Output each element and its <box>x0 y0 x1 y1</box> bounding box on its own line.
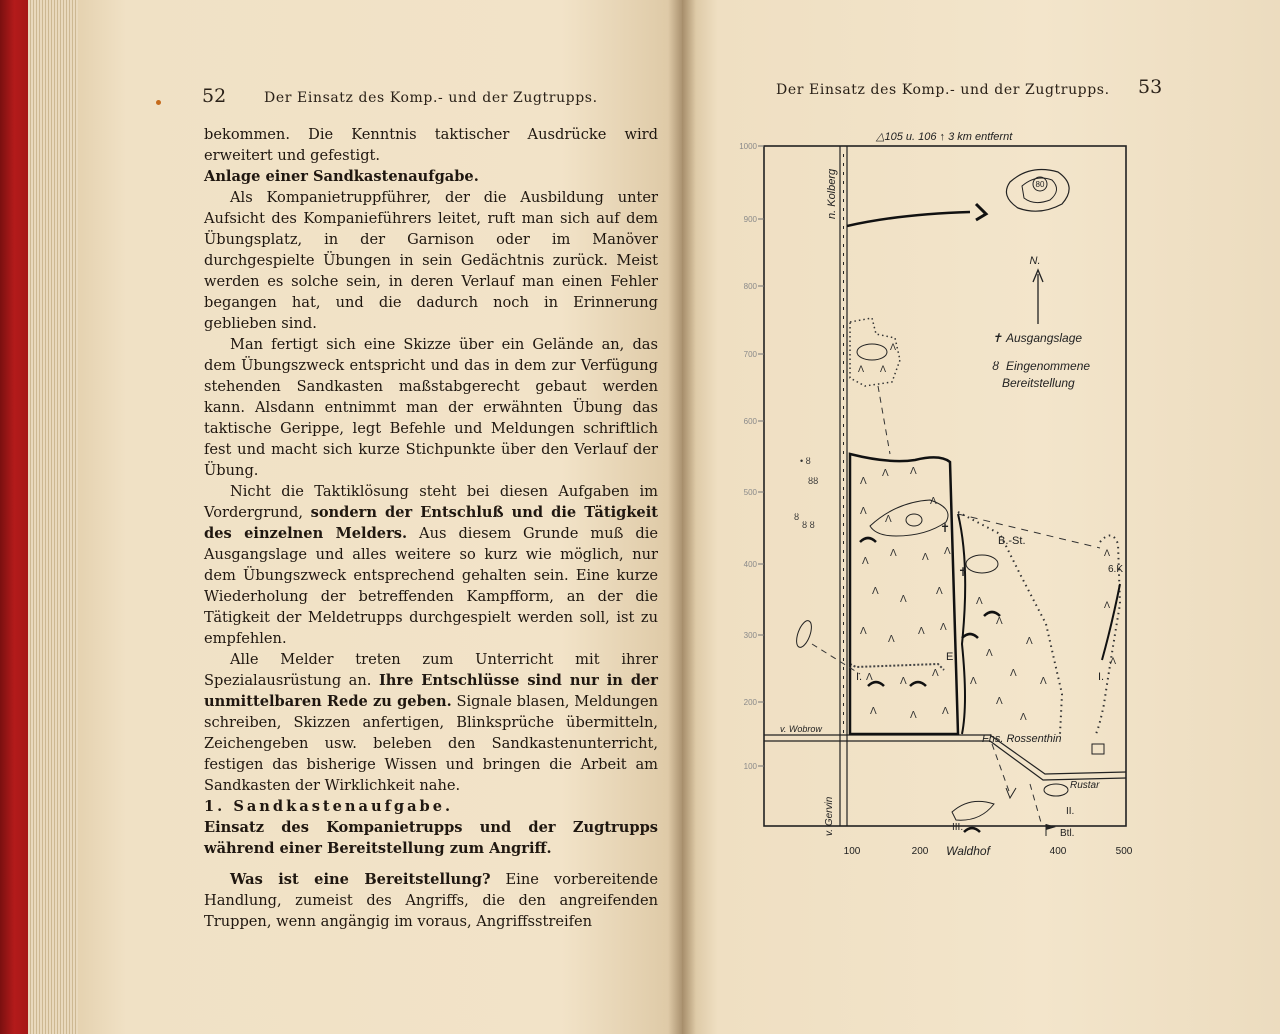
label-i-right: I. <box>1098 671 1105 683</box>
svg-text:Λ: Λ <box>860 476 867 487</box>
y-tick-label: 600 <box>743 417 757 426</box>
svg-text:Λ: Λ <box>940 622 947 633</box>
left-page-text <box>204 124 658 932</box>
sandbox-map <box>700 124 1180 864</box>
right-running-head: Der Einsatz des Komp.- und der Zugtrupps. <box>776 82 1110 98</box>
svg-text:Λ: Λ <box>1010 668 1017 679</box>
y-tick-label: 1000 <box>739 142 757 151</box>
svg-text:Λ: Λ <box>996 616 1003 627</box>
svg-text:ȣ ȣ: ȣ ȣ <box>802 520 815 530</box>
right-page-number: 53 <box>1138 76 1163 98</box>
road-label-wobrow: v. Wobrow <box>780 724 822 734</box>
north-label: N. <box>1029 255 1041 267</box>
svg-text:Λ: Λ <box>910 710 917 721</box>
question-paragraph <box>204 869 658 932</box>
question-text: Was ist eine Bereitstellung? <box>230 871 491 888</box>
y-tick-label: 500 <box>743 488 757 497</box>
svg-text:Λ: Λ <box>918 626 925 637</box>
messenger-symbols <box>794 456 818 530</box>
y-tick-label: 200 <box>743 698 757 707</box>
x-tick-label: 200 <box>911 846 929 857</box>
svg-text:Λ: Λ <box>1110 656 1117 666</box>
svg-text:Λ: Λ <box>866 672 873 683</box>
y-tick-label: 900 <box>743 215 757 224</box>
y-tick-label: 700 <box>743 350 757 359</box>
svg-text:ȣ: ȣ <box>992 359 1000 373</box>
legend-assembly-line-1: Eingenommene <box>1006 359 1091 373</box>
svg-text:Λ: Λ <box>872 586 879 597</box>
svg-text:Λ: Λ <box>922 552 929 563</box>
svg-text:Λ: Λ <box>900 676 907 687</box>
svg-text:Λ: Λ <box>885 514 892 525</box>
svg-text:✝: ✝ <box>992 331 1003 345</box>
paragraph-3-text-b: Aus diesem Grunde muß die Ausgangslage und alles weitere so kurz wie möglich, nur dem Übungszweck entsprechend gehalten sein. Eine kurze Wiederholung der betreffenden Kampfform, an der die Tätigkeit der Meldetrupps durchgespielt werden soll, ist zu empfehlen. <box>204 525 659 647</box>
label-company: 6.K <box>1108 564 1124 575</box>
svg-text:Λ: Λ <box>1104 600 1111 610</box>
label-forsthaus: Fhs. Rossenthin <box>982 733 1062 745</box>
task-subheading: Einsatz des Kompanietrupps und der Zugtrupps während einer Bereitstellung zum Angriff. <box>204 819 658 857</box>
svg-text:Λ: Λ <box>860 626 867 637</box>
paragraph-3 <box>204 481 658 649</box>
section-heading: Anlage einer Sandkastenaufgabe. <box>204 168 479 185</box>
road-label-kolberg: n. Kolberg <box>826 168 838 219</box>
svg-text:Λ: Λ <box>930 496 937 507</box>
svg-text:ȣ: ȣ <box>794 512 800 522</box>
svg-text:✝: ✝ <box>940 521 951 535</box>
svg-text:Λ: Λ <box>860 506 867 517</box>
label-i: I. <box>856 671 863 683</box>
svg-text:Λ: Λ <box>880 364 887 374</box>
svg-text:Λ: Λ <box>986 648 993 659</box>
label-e: E <box>946 651 954 663</box>
left-page-number: 52 <box>202 85 227 107</box>
svg-text:Λ: Λ <box>942 706 949 717</box>
y-tick-label: 300 <box>743 631 757 640</box>
svg-text:Λ: Λ <box>996 696 1003 707</box>
svg-text:Λ: Λ <box>870 706 877 717</box>
unit-symbols <box>860 538 1000 832</box>
paragraph-4 <box>204 649 658 796</box>
svg-text:Λ: Λ <box>1026 636 1033 647</box>
paragraph-4-text-b: Signale blasen, Meldungen schreiben, Skizzen anfertigen, Blinksprüche übermitteln, Zeichengeben usw. beleben den Sandkastenunterricht, festigen das bisherige Wissen und bringen die Arbeit am Sandkasten der Wirklichkeit nahe. <box>204 693 658 794</box>
answer-text: Eine vorbereitende Handlung, zumeist des Angriffs, die den angreifenden Truppen, wenn angängig im voraus, Angriffsstreifen <box>204 871 659 930</box>
legend-start-position: Ausgangslage <box>1006 331 1083 345</box>
svg-text:ȣȣ: ȣȣ <box>808 476 819 486</box>
intro-paragraph: bekommen. Die Kenntnis taktischer Ausdrücke wird erweitert und gefestigt. <box>204 126 658 164</box>
sandbox-map-figure <box>700 124 1180 864</box>
svg-text:Λ: Λ <box>858 364 865 374</box>
paragraph-1: Als Kompanietruppführer, der die Ausbildung unter Aufsicht des Kompanieführers leitet, ruft man sich auf dem Übungsplatz, in der Garnison oder im Manöver durchgespielte Übungen in sein Gedächtnis zurück. Meist werden es solche sein, in deren Verlauf man einen Fehler begangen hat, und die dadurch noch in Erinnerung geblieben sind. <box>204 189 658 332</box>
ink-spot <box>156 100 161 105</box>
svg-text:Λ: Λ <box>944 546 951 557</box>
y-tick-label: 400 <box>743 560 757 569</box>
label-ii: II. <box>1066 806 1075 817</box>
label-rustar: Rustar <box>1070 780 1100 791</box>
map-legend <box>992 331 1090 390</box>
svg-text:Λ: Λ <box>1040 676 1047 687</box>
svg-text:Λ: Λ <box>970 676 977 687</box>
label-iii: III. <box>952 822 964 833</box>
svg-text:Λ: Λ <box>882 468 889 479</box>
paragraph-3-emphasis: sondern der Entschluß und die Tätigkeit des einzelnen Melders. <box>204 504 658 542</box>
left-running-head: Der Einsatz des Komp.- und der Zugtrupps. <box>264 90 598 106</box>
svg-text:✝: ✝ <box>958 565 969 579</box>
book-gutter <box>668 0 696 1034</box>
y-axis-ticks <box>758 146 764 766</box>
svg-text:Λ: Λ <box>932 668 939 679</box>
svg-text:• ȣ: • ȣ <box>800 456 811 466</box>
svg-text:Λ: Λ <box>1104 548 1111 558</box>
svg-text:Λ: Λ <box>900 594 907 605</box>
paragraph-4-emphasis: Ihre Entschlüsse sind nur in der unmittelbaren Rede zu geben. <box>204 672 658 710</box>
label-battle-post: B.-St. <box>998 535 1026 547</box>
svg-text:Λ: Λ <box>936 586 943 597</box>
paragraph-3-text-a: Nicht die Taktiklösung steht bei diesen Aufgaben im Vordergrund, <box>204 483 658 521</box>
y-tick-label: 100 <box>743 762 757 771</box>
x-label-waldhof: Waldhof <box>946 844 990 858</box>
road-label-gervin: v. Gervin <box>824 796 835 836</box>
hill-label: 80 <box>1035 180 1045 189</box>
svg-text:Λ: Λ <box>1020 712 1027 723</box>
task-heading: 1. Sandkastenaufgabe. <box>204 798 454 815</box>
svg-text:Λ: Λ <box>890 342 897 352</box>
svg-text:Λ: Λ <box>888 634 895 645</box>
x-tick-label: 100 <box>843 846 861 857</box>
paragraph-4-text-a: Alle Melder treten zum Unterricht mit ihrer Spezialausrüstung an. <box>204 651 658 689</box>
legend-assembly-line-2: Bereitstellung <box>1002 376 1075 390</box>
svg-text:Λ: Λ <box>862 556 869 567</box>
svg-text:Λ: Λ <box>910 466 917 477</box>
label-battalion: Btl. <box>1060 828 1075 839</box>
paragraph-2: Man fertigt sich eine Skizze über ein Gelände an, das dem Übungszweck entspricht und das in dem zur Verfügung stehenden Sandkasten maßstabgerecht gebaut werden kann. Alsdann entnimmt man der erwähnten Übung das taktische Gerippe, legt Befehle und Meldungen schriftlich fest und macht sich kurze Stichpunkte über den Verlauf der Übung. <box>204 336 658 479</box>
y-axis-labels <box>739 142 757 771</box>
y-tick-label: 800 <box>743 282 757 291</box>
page-edges <box>28 0 82 1034</box>
map-top-note: △105 u. 106 ↑ 3 km entfernt <box>876 131 1013 143</box>
svg-text:Λ: Λ <box>890 548 897 559</box>
x-tick-label: 400 <box>1049 846 1067 857</box>
x-axis-labels <box>844 844 1133 858</box>
svg-text:Λ: Λ <box>976 596 983 607</box>
x-tick-label: 500 <box>1115 846 1133 857</box>
